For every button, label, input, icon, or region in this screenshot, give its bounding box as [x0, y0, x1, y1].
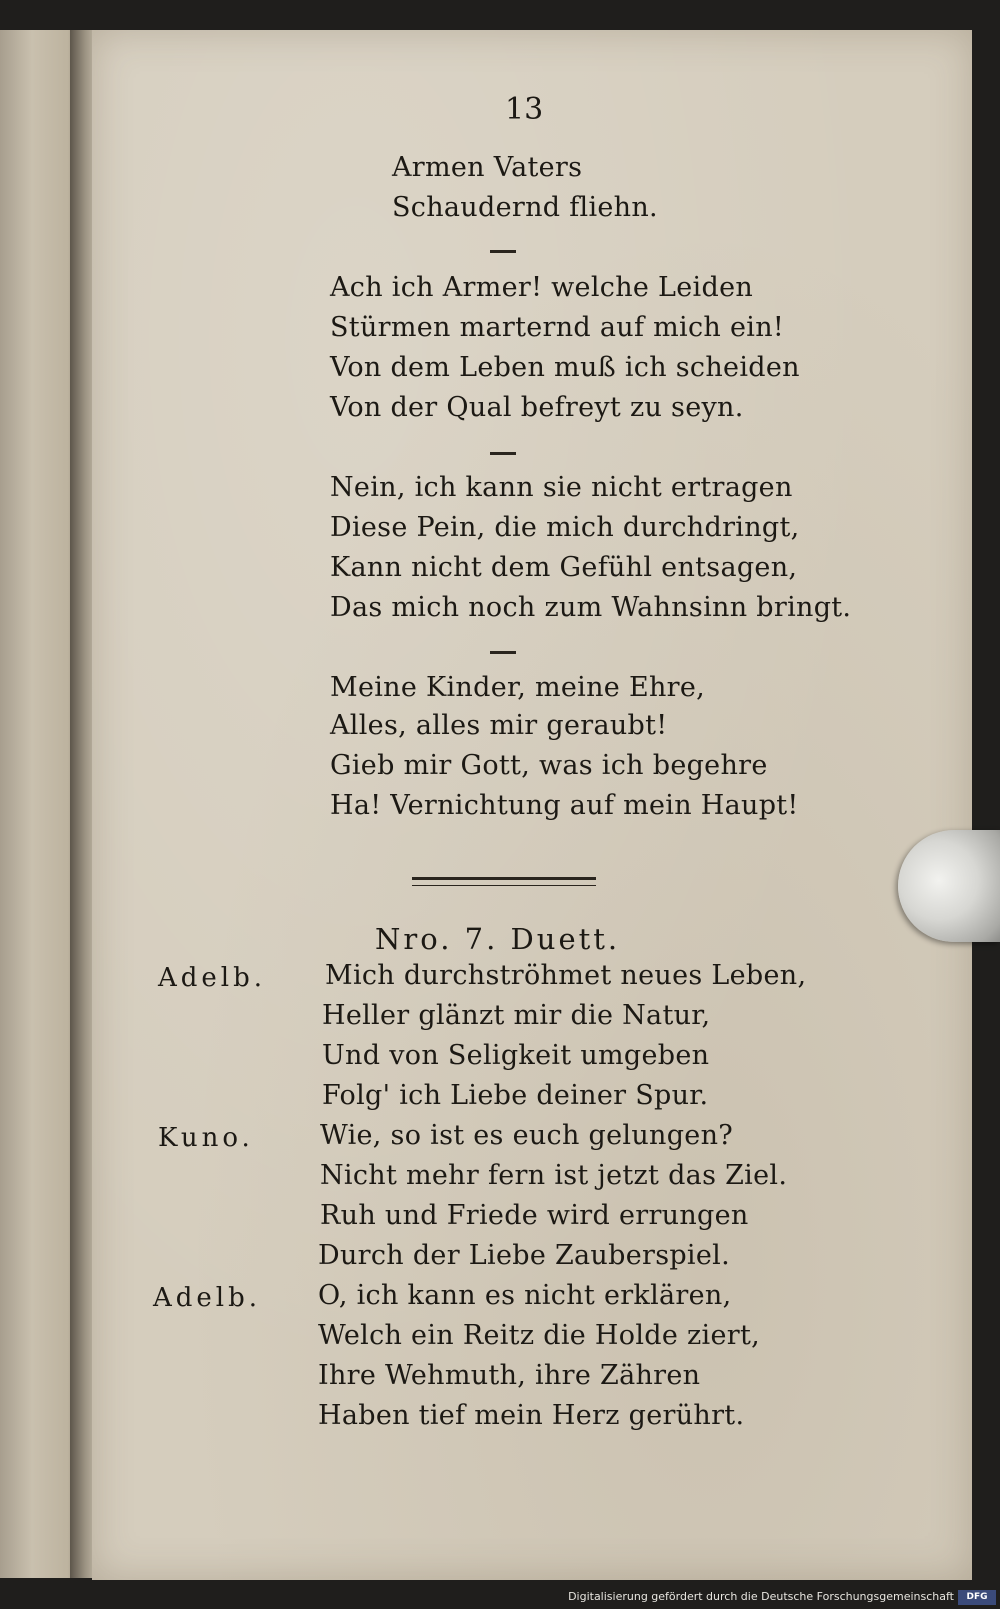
verse-line: Armen Vaters [392, 152, 583, 183]
verse-line: Ach ich Armer! welche Leiden [330, 272, 754, 303]
duet-line: O, ich kann es nicht erklären, [318, 1280, 732, 1311]
digitization-credit: Digitalisierung gefördert durch die Deutsche Forschungsgemeinschaft [568, 1590, 954, 1603]
duet-line: Wie, so ist es euch gelungen? [320, 1120, 734, 1151]
speaker-label: Adelb. [158, 963, 267, 993]
duet-line: Haben tief mein Herz gerührt. [318, 1400, 745, 1431]
verse-line: Nein, ich kann sie nicht ertragen [330, 472, 793, 503]
dfg-logo: DFG [958, 1590, 996, 1605]
duet-line: Durch der Liebe Zauberspiel. [318, 1240, 730, 1271]
verse-line: Gieb mir Gott, was ich begehre [330, 750, 768, 781]
verse-line: Das mich noch zum Wahnsinn bringt. [330, 592, 852, 623]
speaker-label: Kuno. [158, 1123, 254, 1153]
verse-line: Diese Pein, die mich durchdringt, [330, 512, 800, 543]
verse-line: Kann nicht dem Gefühl entsagen, [330, 552, 798, 583]
page-clip [898, 830, 1000, 942]
verse-line: Von der Qual befreyt zu seyn. [330, 392, 744, 423]
verse-line: Von dem Leben muß ich scheiden [330, 352, 800, 383]
verse-line: Stürmen marternd auf mich ein! [330, 312, 785, 343]
page-number: 13 [505, 92, 544, 127]
facing-page-edge [0, 30, 80, 1578]
stanza-divider [490, 651, 516, 654]
section-rule [412, 877, 596, 886]
duet-line: Mich durchströhmet neues Leben, [325, 960, 807, 991]
duet-line: Folg' ich Liebe deiner Spur. [322, 1080, 709, 1111]
stanza-divider [490, 250, 516, 253]
stanza-divider [490, 452, 516, 455]
duet-line: Und von Seligkeit umgeben [322, 1040, 710, 1071]
duet-line: Ihre Wehmuth, ihre Zähren [318, 1360, 701, 1391]
duet-line: Heller glänzt mir die Natur, [322, 1000, 711, 1031]
duet-line: Ruh und Friede wird errungen [320, 1200, 749, 1231]
verse-line: Alles, alles mir geraubt! [330, 710, 668, 741]
duet-line: Nicht mehr fern ist jetzt das Ziel. [320, 1160, 788, 1191]
speaker-label: Adelb. [153, 1283, 262, 1313]
section-heading: Nro. 7. Duett. [375, 922, 621, 956]
verse-line: Ha! Vernichtung auf mein Haupt! [330, 790, 799, 821]
verse-line: Meine Kinder, meine Ehre, [330, 672, 706, 703]
verse-line: Schaudernd fliehn. [392, 192, 658, 223]
duet-line: Welch ein Reitz die Holde ziert, [318, 1320, 760, 1351]
